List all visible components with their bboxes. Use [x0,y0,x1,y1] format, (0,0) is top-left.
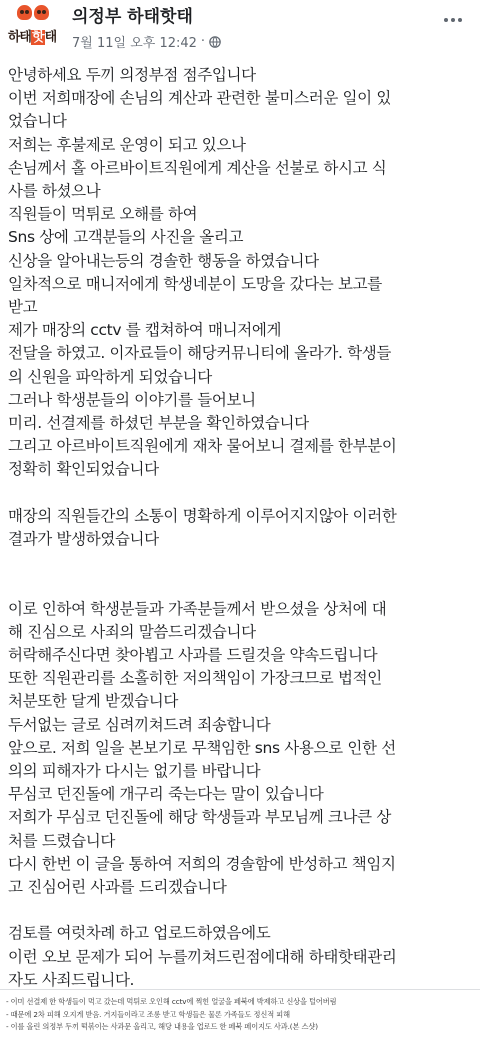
post-text-line: 었습니다 [8,112,67,131]
post-text-line: 이로 인하여 학생분들과 가족분들께서 받으셨을 상처에 대 [8,599,387,618]
post-text-line: 저희가 무심코 던진돌에 해당 학생들과 부모님께 크나큰 상 [8,808,391,827]
post-text-line: 직원들이 먹튀로 오해를 하여 [8,205,198,224]
post-text-line: 미리. 선결제를 하셨던 부분을 확인하였습니다 [8,414,309,433]
post-text-line: 다시 한번 이 글을 통하여 저희의 경솔함에 반성하고 책임지 [8,854,396,873]
post-text-line: 고 진심어린 사과를 드리겠습니다 [8,878,227,897]
post-text-line: 해 진심으로 사죄의 말씀드리겠습니다 [8,622,256,641]
post-text-line: 그러나 학생분들의 이야기를 들어보니 [8,390,256,409]
caption-notes [0,989,480,1047]
post-text-line: 처분또한 달게 받겠습니다 [8,692,179,711]
post-text-line: 검토를 여럿차례 하고 업로드하였음에도 [8,924,271,943]
page-name-link[interactable]: 의정부 하태핫태 [72,7,193,27]
post-text-line [8,899,474,922]
post-text-line: 손님께서 홀 아르바이트직원에게 계산을 선불로 하시고 식 [8,158,387,177]
post-text-line: 결과가 발생하였습니다 [8,530,159,549]
post-text-line: 의의 피해자가 다시는 없기를 바랍니다 [8,762,261,781]
post-text-line: 제가 매장의 cctv 를 캡쳐하여 매니저에게 [8,321,282,340]
post-text-line: 앞으로. 저희 일을 본보기로 무책임한 sns 사용으로 인한 선 [8,738,396,757]
post-text-line: 일차적으로 매니저에게 학생네분이 도망을 갔다는 보고를 [8,274,382,293]
post-text-line: 두서없는 글로 심려끼쳐드려 죄송합니다 [8,715,271,734]
meta-separator: · [200,34,206,49]
post-text-line: 또한 직원관리를 소홀히한 저의책임이 가장크므로 법적인 [8,669,382,688]
logo-text-b: 핫 [32,30,44,45]
post-text-line: 저희는 후불제로 운영이 되고 있으나 [8,135,246,154]
post-meta [72,32,221,51]
logo-text-c: 태 [44,30,57,45]
page-avatar[interactable] [3,2,61,50]
post-text-line: 의 신원을 파악하게 되었습니다 [8,367,212,386]
post-header [0,0,480,60]
post-text-line: 그리고 아르바이트직원에게 재차 물어보니 결제를 한부분이 [8,437,397,456]
post-text-line: 자도 사죄드립니다. [8,970,135,989]
post-text-line: 정확히 확인되었습니다 [8,460,159,479]
post-text-line: 신상을 알아내는등의 경솔한 행동을 하였습니다 [8,251,319,270]
skull-icon [17,5,32,20]
post-text-line: Sns 상에 고객분들의 사진을 올리고 [8,228,244,247]
caption-note: - 이를 올린 의정부 두끼 떡볶이는 사과문 올리고, 해당 내용을 업로드 한 페북 페이지도 사과.(본 스샷) [6,1022,318,1031]
post-text-line: 전달을 하였고. 이자료들이 해당커뮤니티에 올라가. 학생들 [8,344,391,363]
post-text-line: 매장의 직원들간의 소통이 명확하게 이루어지지않아 이러한 [8,506,397,525]
avatar-logo [4,28,60,48]
more-options-icon[interactable] [436,8,470,32]
post-text-line: 이번 저희매장에 손님의 계산과 관련한 불미스러운 일이 있 [8,89,391,108]
post-text-line: 사를 하셨으나 [8,182,101,201]
skull-icon [34,5,49,20]
post-text-line: 받고 [8,298,38,317]
post-text-line: 처를 드렸습니다 [8,831,115,850]
post-text-line: 안녕하세요 두끼 의정부점 점주입니다 [8,66,256,84]
logo-text-a: 하태 [7,30,31,45]
post-text-line [8,551,474,574]
post-timestamp[interactable]: 7월 11일 오후 12:42 [72,36,197,51]
post-text-line: 허락해주신다면 찾아뵙고 사과를 드릴것을 약속드립니다 [8,646,378,665]
post-text-line [8,574,474,597]
globe-icon [209,36,221,48]
post-text-line: 무심코 던진돌에 개구리 죽는다는 말이 있습니다 [8,785,324,804]
caption-note: - 이미 선결제 한 학생들이 먹고 갔는데 먹튀로 오인해 cctv에 찍힌 얼굴을 페북에 박제하고 신상을 털어버림 [6,997,337,1006]
post-text-line: 이런 오보 문제가 되어 누를끼쳐드린점에대해 하태핫태관리 [8,947,397,966]
caption-note: - 때문에 2차 피해 오지게 받음. 거지들이라고 조롱 받고 학생들은 물론 가족들도 정신적 피해 [6,1009,290,1019]
post-body [8,64,474,992]
post-text-line [8,482,474,505]
